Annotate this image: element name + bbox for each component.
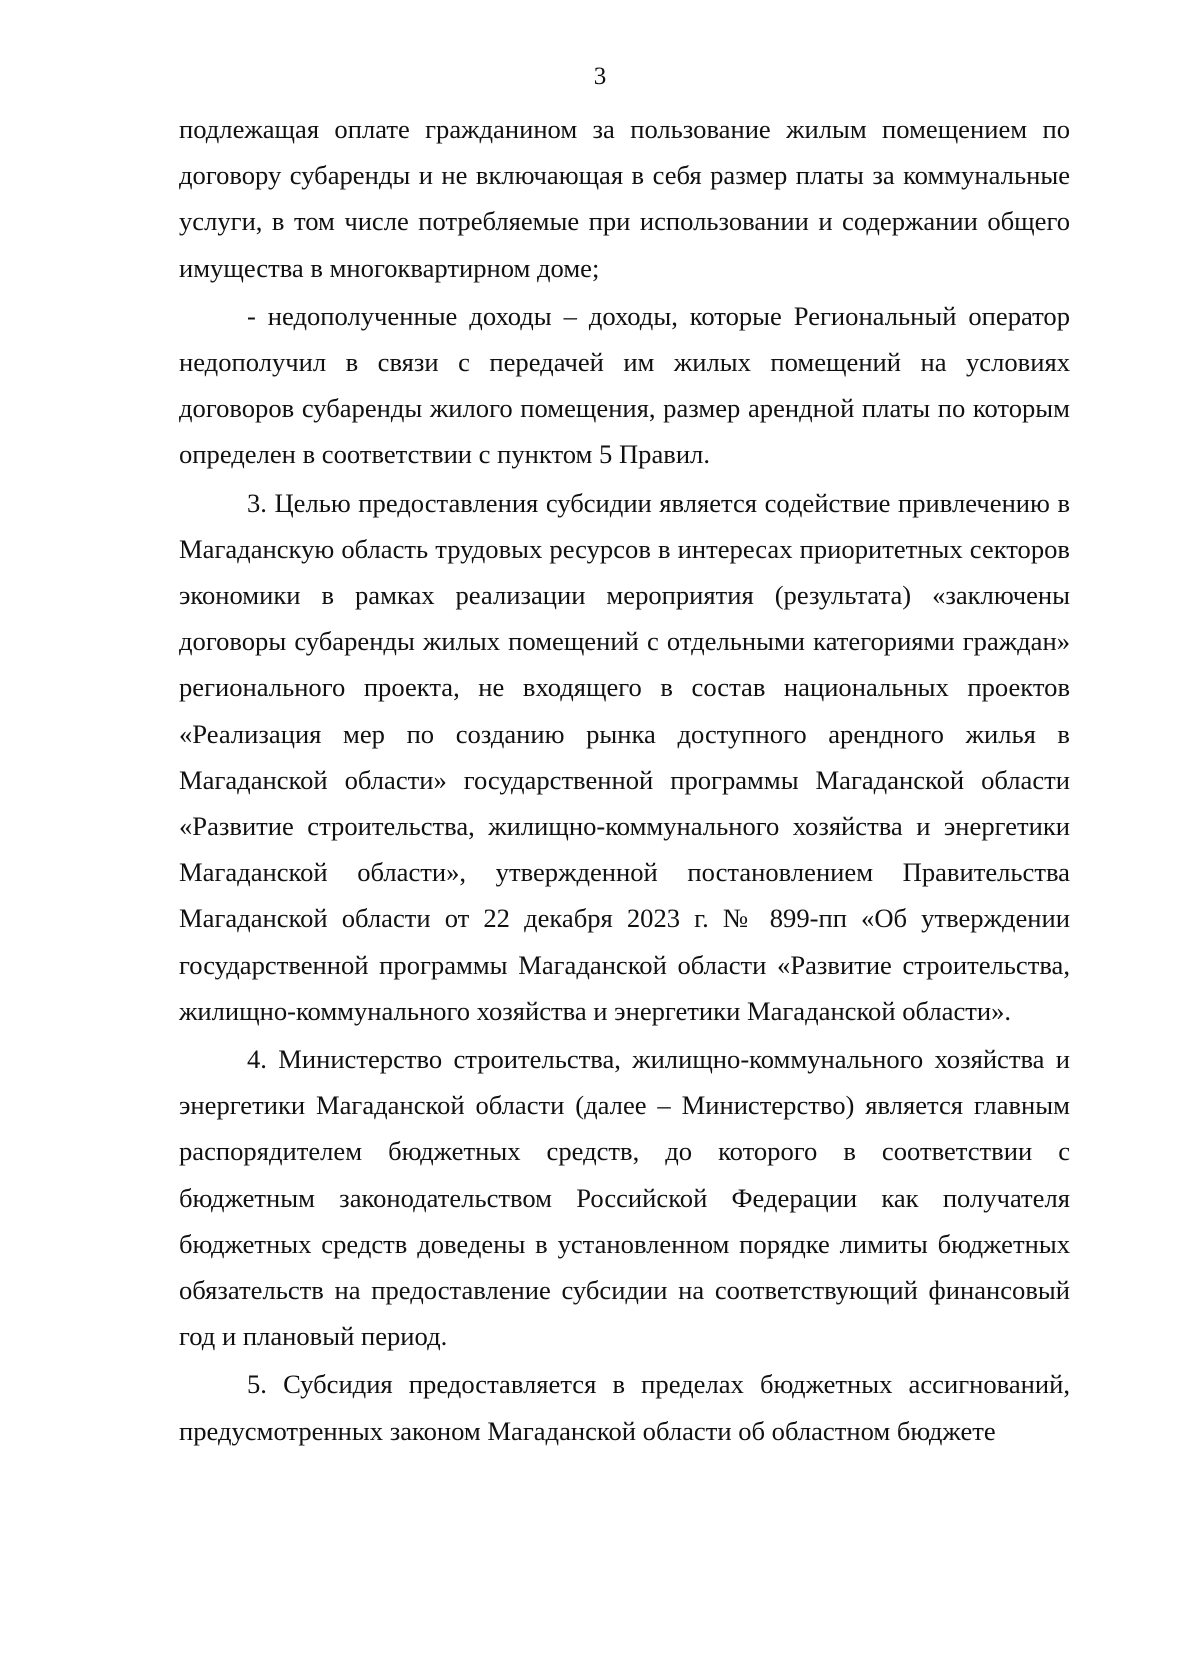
paragraph-4: 4. Министерство строительства, жилищно-коммунального хозяйства и энергетики Магаданской области (далее – Министерство) является главным распорядителем бюджетных средств, до которого в соответствии с бюджетным законодательством Российской Федерации как получателя бюджетных средств доведены в установленном порядке лимиты бюджетных обязательств на предоставление субсидии на соответствующий финансовый год и плановый период. bbox=[179, 1044, 1070, 1352]
paragraph-3: 3. Целью предоставления субсидии является содействие привлечению в Магаданскую область трудовых ресурсов в интересах приоритетных секторов экономики в рамках реализации мероприятия (результата) «заключены договоры субаренды жилых помещений с отдельными категориями граждан» регионального проекта, не входящего в состав национальных проектов «Реализация мер по созданию рынка доступного арендного жилья в Магаданской области» государственной программы Магаданской области «Развитие строительства, жилищно-коммунального хозяйства и энергетики Магаданской области», утвержденной постановлением Правительства Магаданской области от 22 декабря 2023 г. № 899-пп «Об утверждении государственной программы Магаданской области «Развитие строительства, жилищно-коммунального хозяйства и энергетики Магаданской области». bbox=[179, 487, 1070, 1026]
paragraph-2: - недополученные доходы – доходы, которые Региональный оператор недополучил в связи с передачей им жилых помещений на условиях договоров субаренды жилого помещения, размер арендной платы по которым определен в соответствии с пунктом 5 Правил. bbox=[179, 300, 1070, 470]
paragraph-5: 5. Субсидия предоставляется в пределах бюджетных ассигнований, предусмотренных законом Магаданской области об областном бюджете bbox=[179, 1369, 1070, 1446]
document-body bbox=[179, 106, 1070, 1456]
paragraph-1: подлежащая оплате гражданином за пользование жилым помещением по договору субаренды и не включающая в себя размер платы за коммунальные услуги, в том числе потребляемые при использовании и содержании общего имущества в многоквартирном доме; bbox=[179, 114, 1070, 283]
page-number: 3 bbox=[593, 63, 607, 90]
